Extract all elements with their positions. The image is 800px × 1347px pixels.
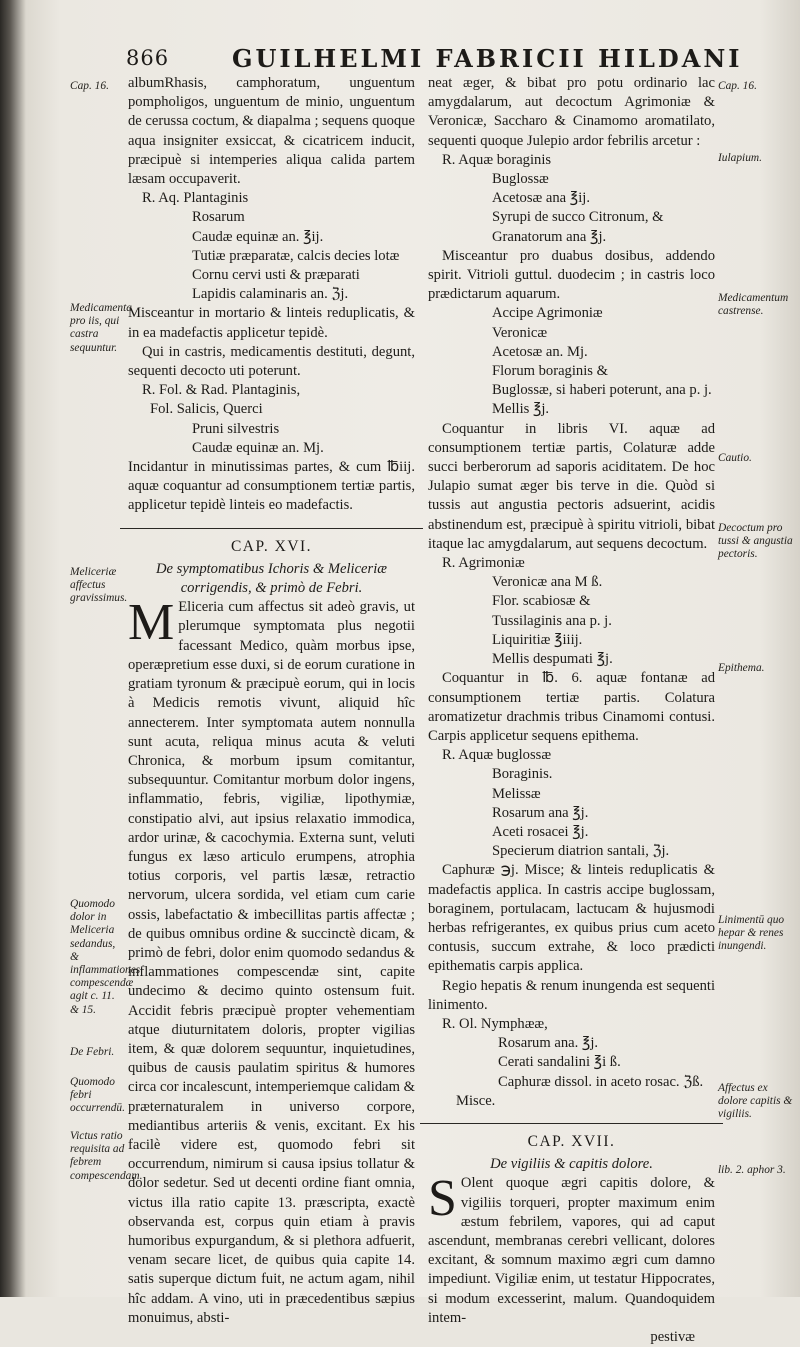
recipe-line: R. Agrimoniæ: [442, 555, 525, 572]
chapter-title: CAP. XVII.: [527, 1132, 616, 1150]
recipe-line: Acetosæ an. Mj.: [492, 343, 588, 360]
recipe-line: R. Fol. & Rad. Plantaginis,: [142, 382, 301, 399]
recipe: [428, 746, 715, 861]
margin-note: Medicamentum castrense.: [718, 292, 789, 318]
recipe-line: R. Aquæ buglossæ: [442, 747, 552, 764]
paragraph: [128, 594, 415, 1328]
recipe-line: Misce.: [456, 1092, 496, 1109]
catchword: pestivæ: [650, 1329, 695, 1345]
section-rule: [420, 1123, 723, 1124]
recipe-line: Buglossæ: [492, 171, 549, 188]
recipe-line: Acetosæ ana ℥ij.: [492, 190, 590, 207]
recipe-line: Caphuræ dissol. in aceto rosac. ℨß.: [498, 1073, 704, 1090]
recipe-line: Buglossæ, si haberi poterunt, ana p. j.: [492, 382, 712, 399]
recipe-line: Pruni silvestris: [192, 420, 280, 437]
recipe-line: Cerati sandalini ℥i ß.: [498, 1054, 621, 1071]
recipe-line: Syrupi de succo Citronum, &: [492, 209, 664, 226]
paragraph: Regio hepatis & renum inungenda est sequenti linimento.: [428, 977, 715, 1013]
recipe-line: Florum boraginis &: [492, 363, 608, 380]
margin-note: Victus ratio requisita ad febrem compescendam.: [70, 1130, 143, 1182]
margin-note: Affectus ex dolore capitis & vigiliis.: [718, 1082, 793, 1121]
paragraph: Incidantur in minutissimas partes, & cum ℔iij. aquæ coquantur ad consumptionem tertiæ partis, applicetur tepidè linteis eo madefactis.: [128, 459, 415, 514]
paragraph: Coquantur in libris VI. aquæ ad consumptionem tertiæ partis, Colaturæ adde succi berberorum ad saporis aciditatem. De hoc Julapio sumat æger bis terve in die. Quòd si tussis aut angustia pectoris adsuerint, acidis abstinendum est, præcipuè à spiritu vitrioli, bibat itaque lac amygdalarum, aut sequens decoctum.: [428, 420, 715, 552]
margin-note: lib. 2. aphor 3.: [718, 1164, 786, 1176]
left-column: [128, 74, 415, 1328]
margin-note: Quomodo dolor in Meliceria sedandus, & inflammationes compescendæ agit c. 11. & 15.: [70, 898, 141, 1016]
recipe-line: Rosarum ana ℥j.: [492, 804, 589, 821]
paragraph: albumRhasis, camphoratum, unguentum pompholigos, unguentum de minio, unguentum de cerussa coctum, & diapalma ; sequens quoque aqua insigniter exsiccat, & cicatricem inducit, præcipuè si intemperies aliqua calida partem læsam occupaverit.: [128, 75, 415, 188]
recipe: [428, 151, 715, 247]
paragraph: Caphuræ ℈j. Misce; & linteis reduplicatis & madefactis applica. In castris accipe buglossam, boraginem, portulacam, lactucam & hujusmodi herbas refrigerantes, ex quibus prius cum aceto contusis, succum extrahe, & loco prædicti epithematis carpis applica.: [428, 862, 715, 975]
chapter-subtitle: De vigiliis & capitis dolore.: [490, 1156, 653, 1173]
paragraph: [428, 1170, 715, 1328]
drop-cap: M: [128, 594, 175, 652]
recipe: [428, 554, 715, 669]
recipe-line: Boraginis.: [492, 766, 553, 783]
recipe-line: Tussilaginis ana p. j.: [492, 612, 612, 629]
margin-note: Quomodo febri occurrendū.: [70, 1076, 125, 1115]
margin-note: Epithema.: [718, 662, 765, 674]
recipe-line: Specierum diatrion santali, ℨj.: [492, 843, 670, 860]
recipe-line: Liquiritiæ ℥iiij.: [492, 631, 583, 648]
margin-note: Cautio.: [718, 452, 752, 464]
paragraph: Misceantur in mortario & linteis reduplicatis, & in ea madefactis applicetur tepidè.: [128, 305, 415, 341]
margin-note: Cap. 16.: [718, 80, 757, 92]
margin-note: Medicamenta pro iis, qui castra sequuntur.: [70, 302, 132, 354]
recipe-line: Rosarum ana. ℥j.: [498, 1035, 599, 1052]
paragraph: Qui in castris, medicamentis destituti, degunt, sequenti decocto uti poterunt.: [128, 343, 415, 380]
page-number: 866: [126, 46, 170, 70]
recipe: [428, 1015, 715, 1111]
margin-note: De Febri.: [70, 1046, 115, 1058]
recipe: [128, 189, 415, 304]
section-rule: [120, 528, 423, 529]
recipe-line: Tutiæ præparatæ, calcis decies lotæ: [192, 247, 400, 264]
margin-note: Iulapium.: [718, 152, 762, 164]
chapter-title: CAP. XVI.: [230, 537, 313, 555]
recipe-line: Caudæ equinæ an. ℥ij.: [192, 228, 324, 245]
recipe-line: Melissæ: [492, 785, 541, 802]
paragraph: Misceantur pro duabus dosibus, addendo spirit. Vitrioli guttul. duodecim ; in castris loco prædictarum aquarum.: [428, 247, 715, 303]
recipe-line: Aceti rosacei ℥j.: [492, 823, 589, 840]
margin-note: Cap. 16.: [70, 80, 109, 92]
paragraph: neat æger, & bibat pro potu ordinario lac amygdalarum, aut decoctum Agrimoniæ & Veronicæ, Saccharo & Cinamomo aromatilato, sequenti quoque Julepio ardor febrilis arcetur :: [428, 75, 715, 149]
drop-cap: S: [428, 1170, 457, 1228]
paragraph-text: Eliceria cum affectus sit adeò gravis, ut plerumque symptomata plus negotii facessant Medico, quàm morbus ipse, operæpretium esse duxi, si de eorum curatione in gratiam tyronum & præcipuè eorum, qui in locis à Medicis remotis vivunt, aliquid hîc annecterem. Inter symptomata autem nonnulla sunt acuta, reliqua minus acuta & veluti Chronica, & morbum ipsum comitantur, subsequuntur. Comitantur morbum dolor ingens, inflammatio, febris, vigiliæ, lipothymiæ, constipatio alvi, aut ipsius relaxatio immodica, ardor urinæ, & cacochymia. Externa sunt, veluti fungus ex læso articulo erumpens, atrophia totius corporis, vel partis læsæ, retractio nervorum, ulcera sordida, vel etiam cum carie ossis, labefactatio & imbecillitas partis affectæ ; de quibus omnibus ordine & succinctè dicam, & primò de febri, dolor enim quomodo sedandus & inflammationes compescendæ sint, capite undecimo & decimo quinto ostensum fuit. Accidit febris præcipuè propter vehementiam atque diuturnitatem doloris, propter vigilias item, & quæ dolorem sequuntur, inquietudines, quibus de causis paulatim spiritus & humores circa cor incalescunt, intemperiemque calidam & præternaturalem in universo corpore, mediantibus arteriis & venis, excitant. Ex his facilè videre est, quomodo febri sit occurrendum, nimirum si causa ipsius tollatur & dolor sedetur. Sed ut decenti ordine fiant omnia, victus illa ratio capite 13. præscripta, exactè observanda est, corpus quin etiam à pravis humoribus expurgandum, & si plethora adfuerit, venam secare licet, de quibus quia capite 14. satis superque dictum fuit, ne actum agam, nihil hîc addam. A vino, uti in præcedentibus sæpius monuimus, absti-: [128, 599, 415, 1326]
margin-note: Linimentū quo hepar & renes inungendi.: [718, 914, 785, 953]
recipe-line: Veronicæ ana M ß.: [492, 574, 603, 591]
page-header: [0, 42, 800, 72]
recipe-line: Mellis despumati ℥j.: [492, 651, 613, 668]
right-column: [428, 74, 715, 1347]
recipe-line: Lapidis calaminaris an. ℨj.: [192, 286, 349, 303]
recipe-line: Rosarum: [192, 209, 245, 226]
recipe-line: Flor. scabiosæ &: [492, 593, 591, 610]
recipe: [428, 304, 715, 419]
running-title: GUILHELMI FABRICII HILDANI: [232, 44, 743, 73]
paragraph-text: Olent quoque ægri capitis dolore, & vigiliis torqueri, propter maximum enim æstum febrilem, vapores, qui ad caput ascendunt, membranas cerebri vellicant, dolores excitant, & somnum maximo ægri cum damno impediunt. Vigiliæ enim, ut testatur Hippocrates, si modum excesserint, malum. Quandoquidem intem-: [428, 1175, 715, 1326]
recipe-line: Fol. Salicis, Querci: [150, 401, 263, 418]
recipe-line: Accipe Agrimoniæ: [492, 305, 603, 322]
margin-note: Meliceriæ affectus gravissimus.: [70, 566, 128, 605]
paragraph: Coquantur in ℔. 6. aquæ fontanæ ad consumptionem tertiæ partis. Colatura aromatizetur drachmis tribus Cinamomi contusi. Carpis applicetur sequens epithema.: [428, 670, 715, 744]
recipe: [128, 381, 415, 458]
margin-note: Decoctum pro tussi & angustia pectoris.: [718, 522, 793, 561]
recipe-line: Caudæ equinæ an. Mj.: [192, 439, 324, 456]
recipe-line: Granatorum ana ℥j.: [492, 228, 607, 245]
chapter-subtitle: De symptomatibus Ichoris & Meliceriæ corrigendis, & primò de Febri.: [155, 560, 388, 597]
recipe-line: Mellis ℥j.: [492, 401, 550, 418]
recipe-line: Veronicæ: [492, 324, 548, 341]
recipe-line: Cornu cervi usti & præparati: [192, 267, 360, 284]
recipe-line: R. Aq. Plantaginis: [142, 190, 249, 207]
recipe-line: R. Aquæ boraginis: [442, 151, 552, 168]
recipe-line: R. Ol. Nymphææ,: [442, 1015, 548, 1032]
